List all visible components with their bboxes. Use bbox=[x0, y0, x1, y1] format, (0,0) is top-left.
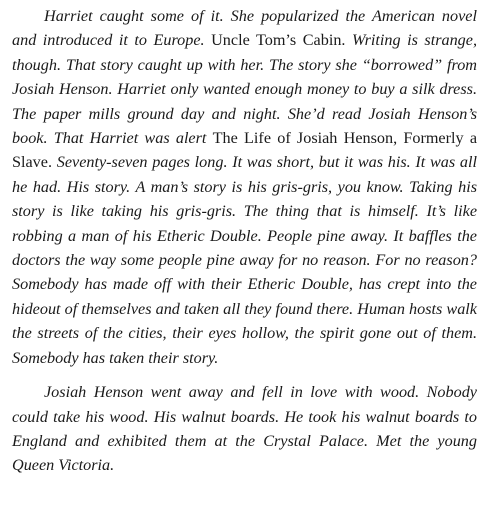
paragraph-1-text-b: Writing is strange, though. That story caught up with her. The story she “borrowed” from Josiah Henson. Harriet only wanted enough money to buy a silk dress. The paper mills ground day and night. She’d read Josiah Henson’s book. That Harriet was alert bbox=[12, 31, 478, 148]
book-title-life-of-josiah-henson: The Life of Josiah Henson, Formerly a Slave. bbox=[12, 129, 478, 172]
paragraph-2-text: Josiah Henson went away and fell in love with wood. Nobody could take his wood. His walnut boards. He took his walnut boards to England and exhibited them at the Crystal Palace. Met the young Queen Victoria. bbox=[12, 383, 477, 475]
paragraph-2 bbox=[12, 380, 477, 478]
paragraph-1 bbox=[12, 4, 477, 370]
paragraph-1-text-c: Seventy-seven pages long. It was short, but it was his. It was all he had. His story. A man’s story is his gris-gris, you know. Taking his story is like taking his gris-gris. The thing that is himself. It’s like robbing a man of his Etheric Double. People pine away. It baffles the doctors the way some people pine away for no reason. For no reason? Somebody has made off with their Etheric Double, has crept into the hideout of themselves and taken all they found there. Human hosts walk the streets of the cities, their eyes hollow, the spirit gone out of them. Somebody has taken their story. bbox=[12, 153, 477, 367]
paragraph-1-text-a: Harriet caught some of it. She popularized the American novel and introduced it to Europe. bbox=[12, 7, 477, 50]
book-page bbox=[12, 4, 477, 478]
book-title-uncle-toms-cabin: Uncle Tom’s Cabin. bbox=[211, 31, 346, 50]
